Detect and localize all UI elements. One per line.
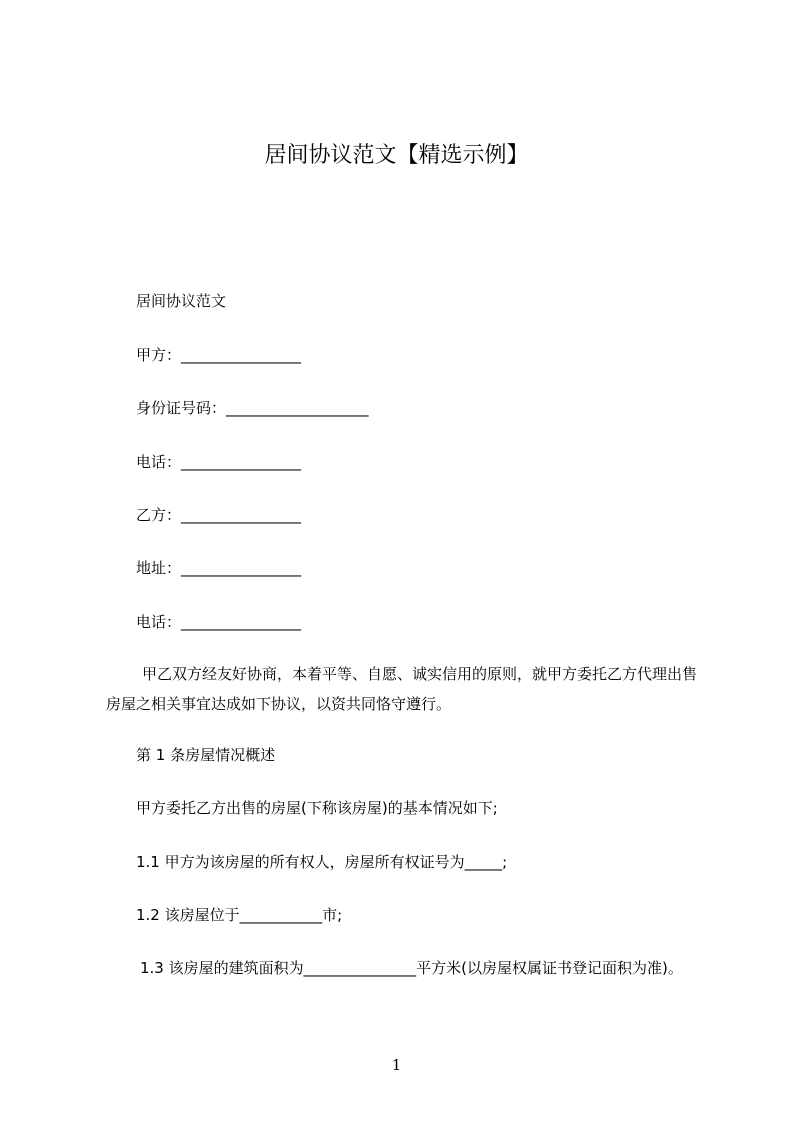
page-number: 1 <box>391 1056 402 1074</box>
id-number-field: 身份证号码：___________________ <box>136 399 369 417</box>
party-b-field: 乙方：________________ <box>136 506 302 524</box>
address-field: 地址：________________ <box>136 559 302 577</box>
party-a-field: 甲方：________________ <box>136 346 302 364</box>
article-1-heading: 第 1 条房屋情况概述 <box>136 746 276 764</box>
intro-paragraph: 甲乙双方经友好协商，本着平等、自愿、诚实信用的原则，就甲方委托乙方代理出售房屋之相关事宜达成如下协议，以资共同恪守遵行。 <box>106 665 698 713</box>
clause-1-3: 1.3 该房屋的建筑面积为_______________平方米(以房屋权属证书登记面积为准)。 <box>140 959 683 977</box>
party-b-phone-field: 电话：________________ <box>136 613 302 631</box>
document-title: 居间协议范文【精选示例】 <box>264 143 529 168</box>
article-1-intro: 甲方委托乙方出售的房屋(下称该房屋)的基本情况如下; <box>136 799 498 817</box>
party-a-phone-field: 电话：________________ <box>136 453 302 471</box>
document-subtitle: 居间协议范文 <box>136 292 227 310</box>
clause-1-2: 1.2 该房屋位于___________市; <box>136 906 343 924</box>
clause-1-1: 1.1 甲方为该房屋的所有权人，房屋所有权证号为_____; <box>136 853 508 871</box>
